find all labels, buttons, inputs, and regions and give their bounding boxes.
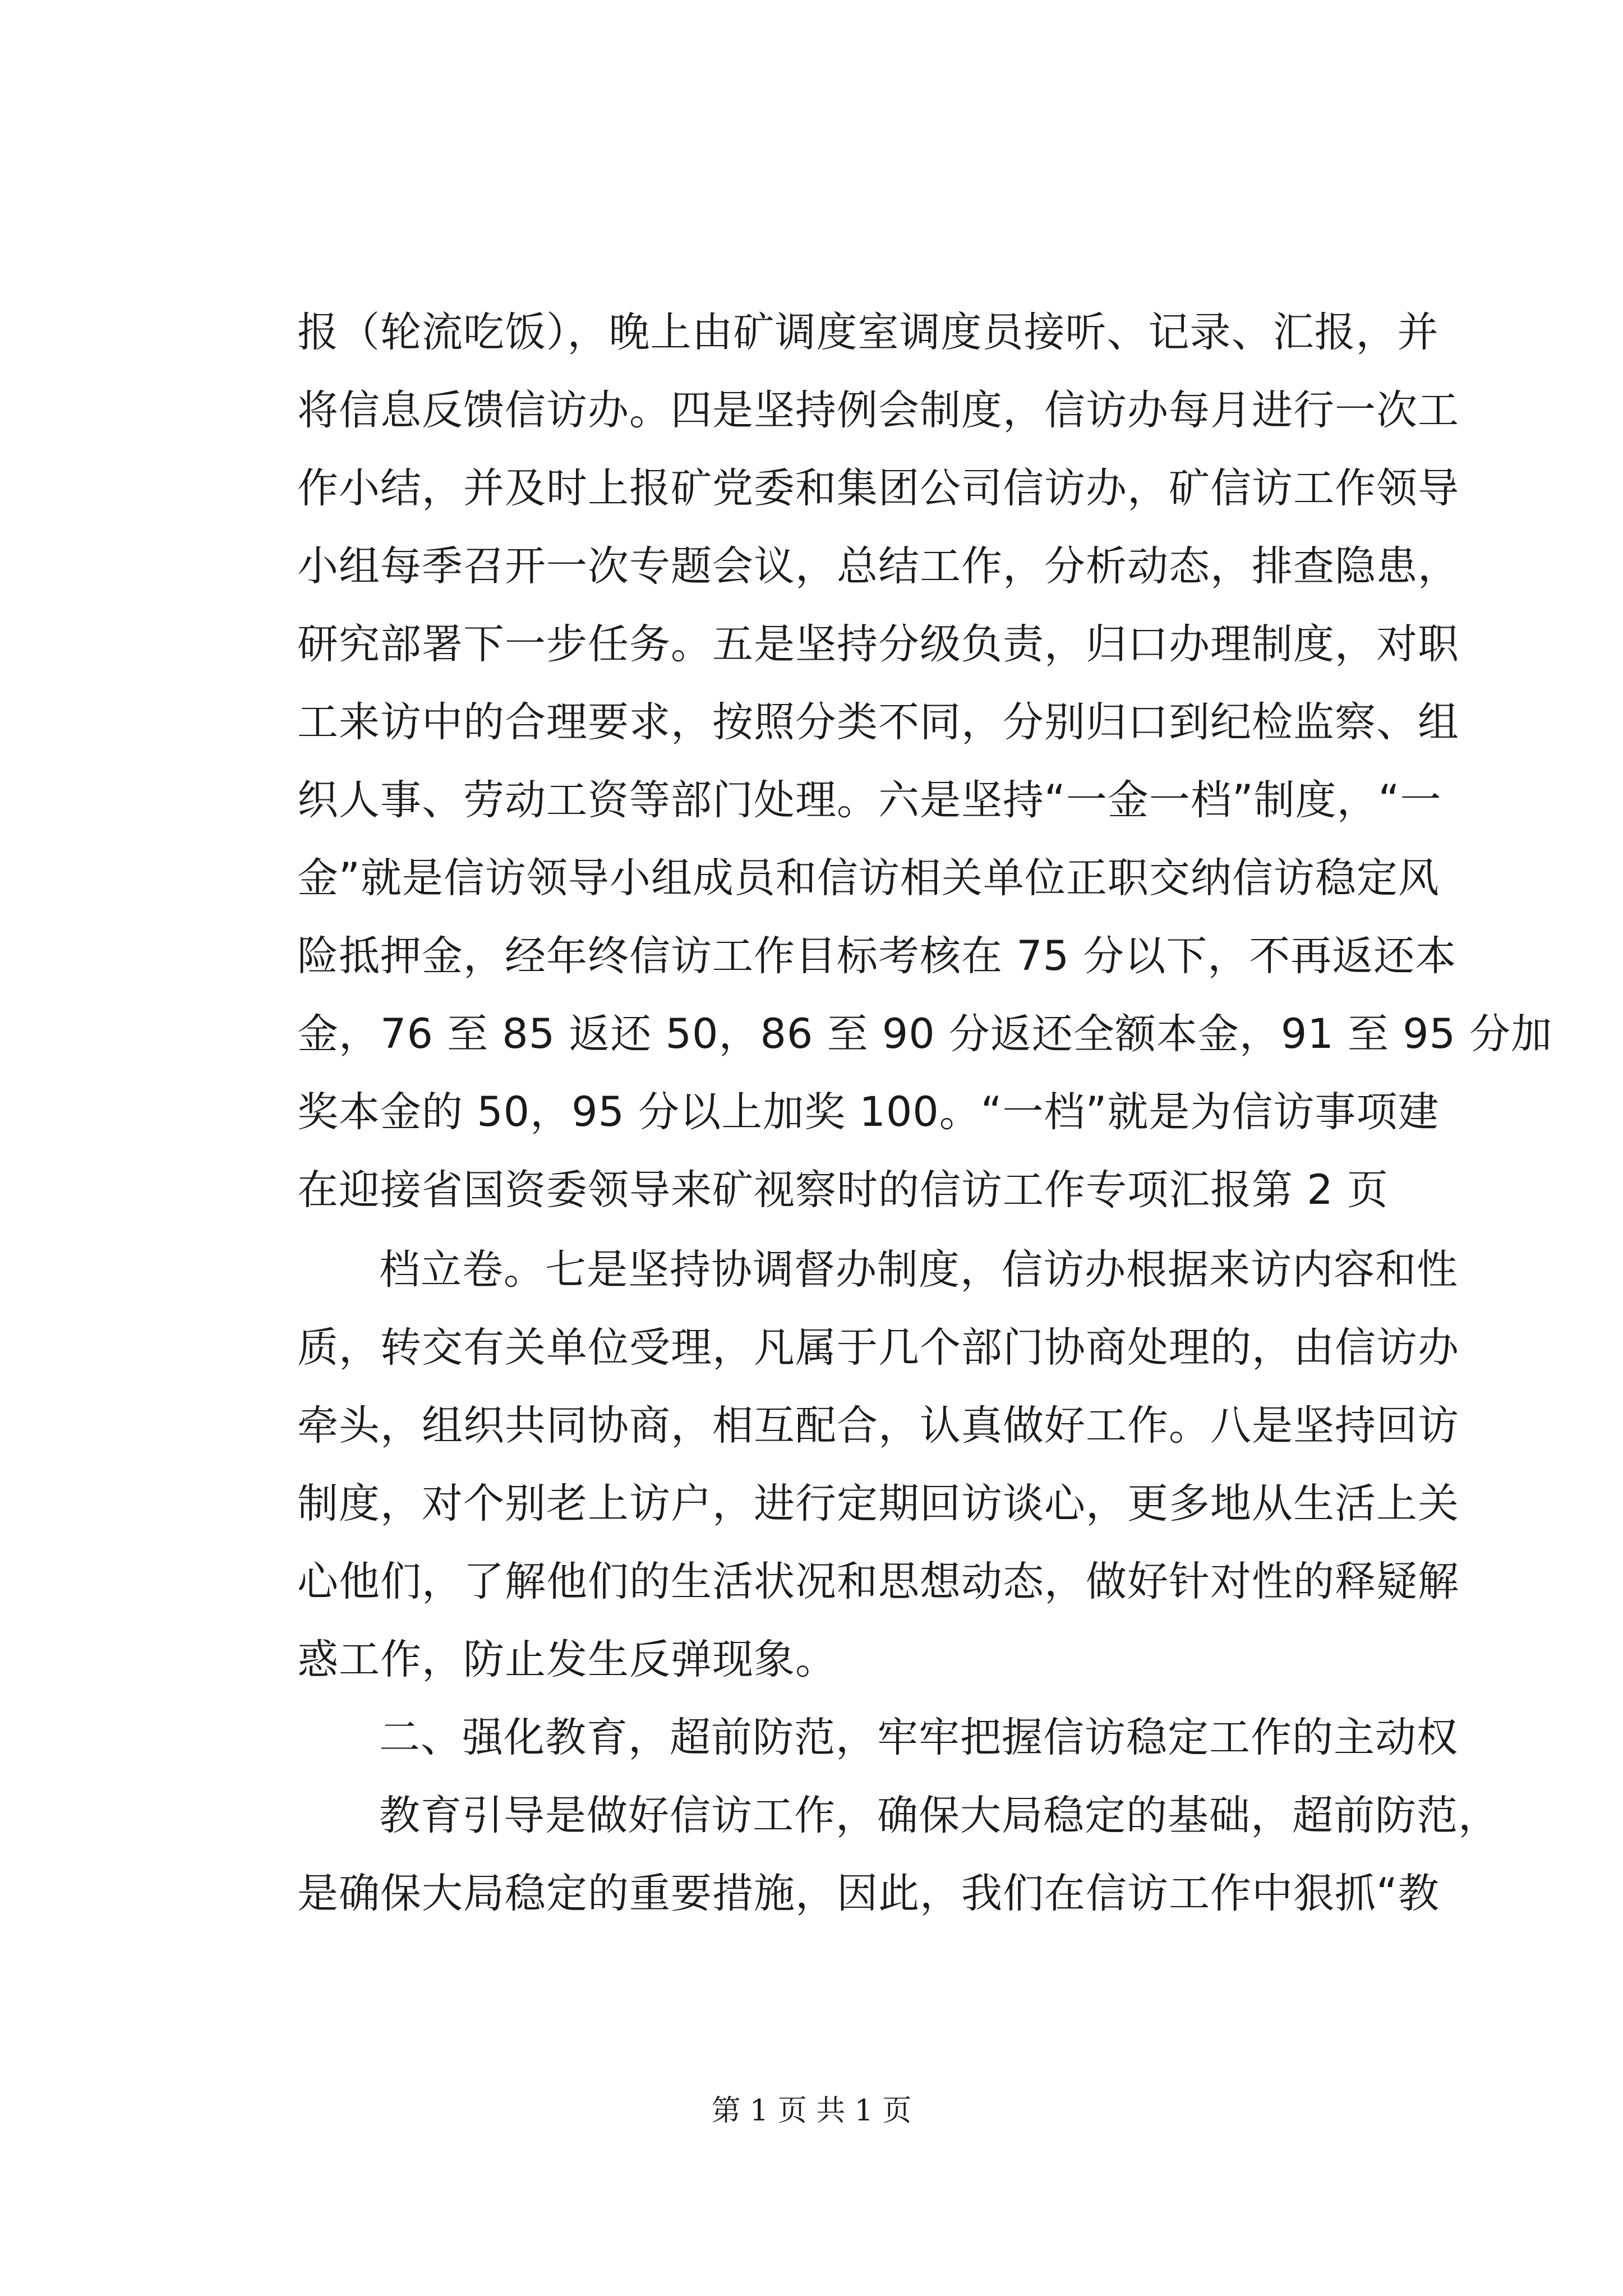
- text-line-18: 惑工作，防止发生反弹现象。: [297, 1636, 837, 1683]
- page-footer: 第 1 页 共 1 页: [711, 2094, 912, 2128]
- text-line-13: 档立卷。七是坚持协调督办制度，信访办根据来访内容和性: [379, 1246, 1458, 1294]
- text-line-12: 在迎接省国资委领导来矿视察时的信访工作专项汇报第 2 页: [297, 1166, 1389, 1214]
- text-line-2: 将信息反馈信访办。四是坚持例会制度，信访办每月进行一次工: [297, 386, 1459, 434]
- text-line-9: 险抵押金，经年终信访工作目标考核在 75 分以下，不再返还本: [297, 932, 1457, 980]
- text-line-5: 研究部署下一步任务。五是坚持分级负责，归口办理制度，对职: [297, 620, 1459, 668]
- text-line-6: 工来访中的合理要求，按照分类不同，分别归口到纪检监察、组: [297, 698, 1459, 746]
- text-line-11: 奖本金的 50，95 分以上加奖 100。“一档”就是为信访事项建: [297, 1088, 1440, 1136]
- text-line-8: 金”就是信访领导小组成员和信访相关单位正职交纳信访稳定风: [297, 854, 1440, 902]
- text-line-1: 报（轮流吃饭），晚上由矿调度室调度员接听、记录、汇报，并: [297, 309, 1439, 356]
- text-line-4: 小组每季召开一次专题会议，总结工作，分析动态，排查隐患，: [297, 542, 1459, 590]
- text-line-16: 制度，对个别老上访户，进行定期回访谈心，更多地从生活上关: [297, 1480, 1459, 1527]
- section-heading: 二、强化教育，超前防范，牢牢把握信访稳定工作的主动权: [379, 1714, 1458, 1761]
- text-line-10: 金，76 至 85 返还 50，86 至 90 分返还全额本金，91 至 95 分加: [297, 1010, 1553, 1058]
- text-line-14: 质，转交有关单位受理，凡属于几个部门协商处理的，由信访办: [297, 1324, 1459, 1372]
- text-line-15: 牵头，组织共同协商，相互配合，认真做好工作。八是坚持回访: [297, 1402, 1459, 1450]
- text-line-7: 织人事、劳动工资等部门处理。六是坚持“一金一档”制度，“一: [297, 776, 1442, 824]
- text-line-20: 教育引导是做好信访工作，确保大局稳定的基础，超前防范，: [379, 1792, 1500, 1839]
- text-line-3: 作小结，并及时上报矿党委和集团公司信访办，矿信访工作领导: [297, 464, 1459, 512]
- text-line-21: 是确保大局稳定的重要措施，因此，我们在信访工作中狠抓“教: [297, 1870, 1440, 1917]
- text-line-17: 心他们，了解他们的生活状况和思想动态，做好针对性的释疑解: [297, 1558, 1459, 1605]
